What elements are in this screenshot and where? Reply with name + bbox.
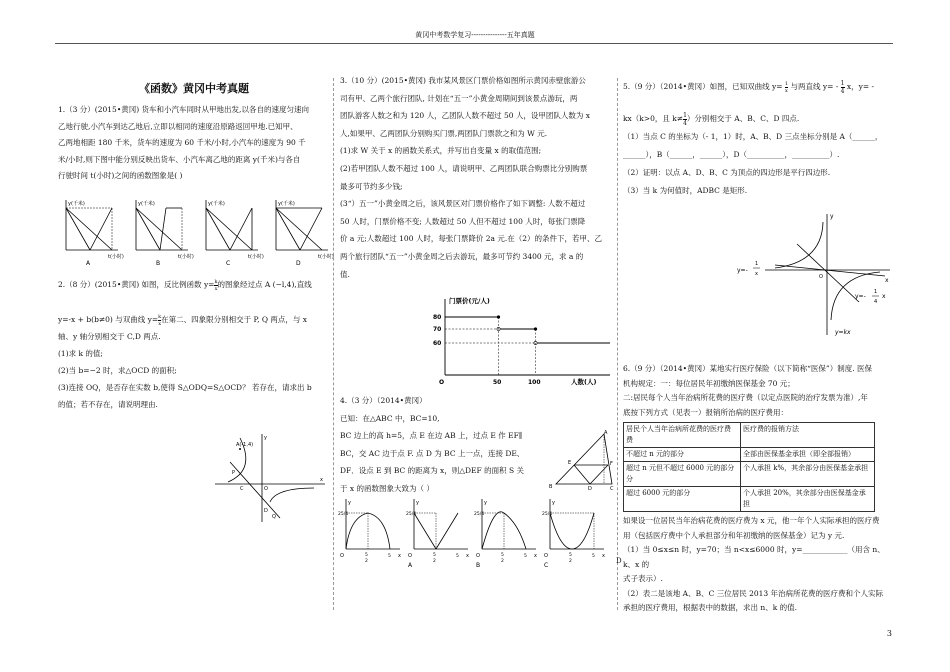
q5-x: x: [885, 277, 889, 284]
table-cell: 不超过 n 元的部分: [624, 448, 741, 462]
q1-line: 行驶时间 t(小时)之间的函数图象是( ): [58, 171, 183, 180]
label-p: P: [232, 470, 236, 476]
q5-text: ）分别相交于 A、B、C、D 四点.: [686, 114, 800, 123]
column-2: [340, 72, 612, 283]
price-chart: [425, 295, 615, 390]
fraction-num: k: [214, 278, 218, 285]
q4-line: DF．设点 E 到 BC 的距离为 x，则△DEF 的面积 S 关: [340, 466, 524, 475]
q4-origin: O: [408, 553, 412, 559]
q4-graphs: [338, 497, 614, 569]
q1-graph-b: [136, 200, 194, 267]
q2-text: 在第二、四象限分别相交于 P, Q 两点，与 x: [161, 315, 307, 324]
q6-line: 用（包括医疗费中个人承担部分和年初缴纳的医保基金）记为 y 元.: [623, 530, 845, 540]
q6-line: 机构规定：一：每位居民年初缴纳医保基金 70 元；: [623, 378, 795, 388]
tri-d: D: [588, 486, 592, 492]
q4-line: BC，交 AC 边于点 F. 点 D 为 BC 上一点，连接 DE、: [340, 448, 525, 458]
q4-xtick: 5: [524, 554, 527, 559]
column-divider: [333, 78, 334, 610]
q1-graph-c: [206, 200, 264, 267]
q1-graphs: [58, 198, 334, 267]
label-a: A(-1,4): [236, 442, 254, 448]
q5-text: x，y= -: [846, 82, 875, 91]
q3-line: 两个旅行团队“五一”小黄金周之后去游玩，最多可节约 3400 元，求 a 的: [340, 251, 584, 261]
graph-label-d: D: [296, 260, 301, 267]
q3-line: 最多可节约多少钱;: [340, 181, 403, 191]
q4-xtick: 5: [569, 553, 572, 558]
q3-line: 司有甲、乙两个旅行团队, 计划在“五一”小黄金周期间到该景点游玩，两: [340, 93, 578, 103]
table-row: [624, 487, 875, 512]
q6-line: 承担的医疗费用，根据表中的数据，求出 n、k 的值.: [623, 603, 798, 612]
fraction-den: x: [785, 87, 788, 94]
q2-block: [58, 276, 330, 413]
q4-xtick: 2: [569, 559, 572, 564]
triangle-figure: [548, 428, 616, 490]
price-origin: O: [439, 379, 445, 386]
price-xtick: 50: [493, 379, 502, 386]
label-d: D: [264, 508, 268, 514]
q4-y: y: [552, 500, 555, 506]
q4-line: BC 边上的高 h=5，点 E 在边 AB 上，过点 E 作 EF∥: [340, 431, 523, 440]
q6-line: 如果设一位居民当年治病花费的医疗费为 x 元，他一年个人实际承担的医疗费: [623, 516, 880, 525]
q2-line: (1)求 k 的值;: [58, 349, 103, 358]
q3-line: 50 人时，门票价格不变; 人数超过 50 人但不超过 100 人时，每张门票降: [340, 216, 586, 226]
q5-line-label: 4: [874, 299, 878, 305]
q6-block: [623, 362, 895, 616]
q6-line: 6.（9 分）（2014•黄冈）某地实行医疗保险（以下简称“医保”）制度. 医保: [623, 364, 873, 373]
q2-text: 的图象经过点 A (−l,4),直线: [217, 280, 312, 289]
axis-x-label: t(小时): [248, 254, 264, 260]
q1-graph-d: [276, 200, 334, 267]
fraction: [785, 81, 788, 94]
tri-e: E: [568, 460, 572, 466]
q3-line: 团队游客人数之和为 120 人，乙团队人数不超过 50 人，设甲团队人数为 x: [340, 111, 591, 121]
table-row: [624, 462, 875, 487]
q4-x: x: [466, 553, 469, 559]
page-header: 黄冈中考数学复习---------------五年真题: [415, 31, 535, 39]
q3-line: 3.（10 分）(2015•黄冈) 我市某风景区门票价格如图所示黄冈赤壁旅游公: [340, 76, 586, 85]
label-y: y: [264, 435, 267, 441]
label-x: x: [320, 477, 323, 483]
q4-line: 4.（3 分）（2014•黄冈）: [340, 396, 427, 405]
label-c: C: [240, 486, 244, 492]
q5-origin: O: [819, 274, 823, 280]
q3-line: 价 a 元;人数超过 100 人时，每张门票降价 2a 元.在（2）的条件下，若甲、乙: [340, 234, 603, 244]
price-ytick: 70: [433, 326, 442, 333]
fraction-num: 1: [784, 80, 789, 87]
table-cell: 全部由医保基金承担（即全部报销）: [741, 448, 875, 462]
q5-text: 5.（9 分）（2014•黄冈）如图，已知双曲线 y=: [623, 82, 783, 91]
fraction-den: x: [214, 285, 218, 292]
q4-xtick: 2: [365, 559, 368, 564]
q5-curve-label: 1: [755, 261, 759, 267]
q5-line-label: x: [882, 293, 886, 300]
q4-y: y: [416, 500, 419, 506]
table-cell-text: 超过 n 元但不超过 6000 元的部分: [626, 464, 735, 472]
price-xtick: 100: [528, 379, 541, 386]
q5-block: [623, 78, 895, 200]
tri-b: B: [549, 484, 553, 490]
q3-line: (3“）五一”小黄金周之后，该风景区对门票价格作了如下调整: 人数不超过: [340, 199, 586, 209]
q4-xtick: 2: [501, 559, 504, 564]
q4-y: y: [484, 500, 487, 506]
table-header: [624, 423, 741, 448]
fraction-num: 1: [840, 79, 845, 87]
q2-figure: [210, 432, 330, 524]
q4-origin: O: [476, 553, 480, 559]
fraction-num: 1: [683, 111, 687, 119]
fraction: [841, 80, 845, 95]
q6-line: 二:居民每个人当年治病所花费的医疗费（以定点医院的治疗发票为准）,年: [623, 393, 868, 402]
axis-y-label: y(千米): [138, 201, 155, 207]
section-title: 《函数》黄冈中考真题: [139, 82, 249, 95]
graph-label-c: C: [226, 260, 231, 267]
reimbursement-table: [623, 422, 875, 512]
axis-x-label: t(小时): [178, 254, 194, 260]
graph-label-b: B: [156, 260, 161, 267]
table-cell: 个人承担 20%，其余部分由医保基金承担: [741, 487, 875, 512]
q2-text: y=-x + b(b≠0) 与双曲线 y=: [58, 315, 159, 324]
q4-ytick: 25/4: [338, 512, 349, 517]
q4-line: 已知：在△ABC 中，BC=10,: [340, 413, 440, 423]
q4-xtick: 5: [365, 553, 368, 558]
tri-f: F: [610, 461, 613, 467]
q5-line: （3）当 k 为何值时，ADBC 是矩形.: [623, 186, 748, 195]
label-o: O: [264, 486, 268, 492]
q4-graph-b: [406, 499, 480, 569]
tri-a: A: [604, 430, 608, 436]
q4-graph-d: [542, 499, 605, 564]
q2-line: (3)连接 OQ，是否存在实数 b,使得 S△ODQ=S△OCD？ 若存在，请求出 b: [58, 383, 312, 392]
q5-text: kx（k>0，且 k≠: [623, 114, 684, 123]
q5-line: （2）证明：以点 A、D、B、C 为顶点的四边形是平行四边形.: [623, 168, 831, 177]
q4-xtick: 5: [433, 553, 436, 558]
price-ytick: 60: [433, 340, 442, 347]
q6-line: 式子表示）.: [623, 574, 663, 583]
q3-line: (1)求 W 关于 x 的函数关系式，并写出自变量 x 的取值范围;: [340, 146, 542, 156]
fraction-den: x: [158, 320, 162, 327]
q4-xtick: 5: [456, 554, 459, 559]
q1-line: 1.（3 分）(2015•黄冈) 货车和小汽车同时从甲地出发,以各自的速度匀速向: [58, 105, 309, 114]
table-cell: 个人承担 k%，其余部分由医保基金承担: [741, 462, 875, 487]
price-ytick: 80: [433, 314, 442, 321]
stray-label: D: [616, 557, 622, 565]
fraction-num: k: [158, 313, 162, 320]
tri-c: C: [610, 486, 614, 492]
q4-xtick: 2: [433, 559, 436, 564]
q5-line: [623, 110, 895, 128]
q4-graph-c: [474, 499, 548, 569]
column-1: [58, 80, 330, 185]
q1-line: 乙两地相距 180 千米，货车的速度为 60 千米/小时,小汽车的速度为 90 千: [58, 138, 306, 147]
fraction-den: 4: [840, 87, 845, 95]
q4-x: x: [534, 553, 537, 559]
q1-line: 乙地行驶,小汽车到达乙地后,立即以相同的速度沿原路返回甲地.已知甲、: [58, 121, 298, 131]
axis-y-label: y(千米): [278, 201, 295, 207]
q4-xtick: 5: [501, 553, 504, 558]
q5-text: 与两直线 y= -: [790, 82, 839, 91]
q4-line: 于 x 的函数图象大致为（ ）: [340, 483, 434, 493]
q6-line: （1）当 0≤x≤n 时，y=70；当 n<x≤6000 时，y=____________（用含 n、k、x 的: [623, 545, 885, 569]
table-cell: 超过 6000 元的部分: [624, 487, 741, 512]
q6-line: 底按下列方式（见表一）报销所治病的医疗费用：: [623, 407, 788, 417]
q1-graph-a: [66, 200, 124, 267]
q1-line: 米/小时,则下图中能分别反映出货车、小汽车离乙地的距离 y(千米)与各自: [58, 154, 301, 164]
q4-xtick: 5: [388, 554, 391, 559]
table-header: 医疗费的报销方法: [741, 423, 875, 448]
q4-ytick: 25/4: [474, 512, 485, 517]
axis-x-label: t(小时): [318, 254, 334, 260]
q5-line-label: 1: [874, 289, 878, 295]
axis-x-label: t(小时): [108, 254, 124, 260]
q3-line: (2)若甲团队人数不超过 100 人，请说明甲、乙两团队联合购票比分别购票: [340, 163, 588, 173]
q2-line: [58, 276, 330, 293]
header-rule: [55, 43, 893, 44]
q2-line: (2)当 b=−2 时，求△OCD 的面积;: [58, 366, 177, 375]
q5-curve-label: y=-: [737, 267, 748, 274]
q4-graph-a: [338, 499, 413, 569]
q5-line: （1）当点 C 的坐标为（- 1，1）时，A、B、D 三点坐标分别是 A（______，: [623, 132, 883, 141]
column-divider: [617, 78, 618, 610]
q4-x: x: [398, 553, 401, 559]
table-row: [624, 448, 875, 462]
table-cell: [624, 462, 741, 487]
q4-xtick: 5: [592, 554, 595, 559]
choice-a: A: [408, 562, 413, 569]
graph-label-a: A: [86, 260, 91, 267]
q5-figure: [735, 210, 895, 338]
q5-line: ______），B（______，______），D（__________，__________）.: [623, 150, 840, 159]
q4-origin: O: [544, 553, 548, 559]
page-number: 3: [886, 629, 892, 638]
q2-line: 轴、y 轴分别相交于 C,D 两点.: [58, 332, 161, 341]
price-ylabel: 门票价(元/人): [449, 297, 490, 305]
table-row: [624, 423, 875, 448]
q5-curve-label: x: [755, 271, 758, 277]
q3-line: 值.: [340, 269, 350, 279]
q4-y: y: [348, 500, 351, 506]
q2-text: 2.（8 分）(2015•黄冈) 如图，反比例函数 y=: [58, 280, 215, 289]
q5-line-label: y=kx: [835, 329, 851, 336]
q4-ytick: 25/4: [406, 512, 417, 517]
q4-x: x: [602, 553, 605, 559]
table-header-text: 居民个人当年治病所花费的医疗费: [626, 425, 731, 433]
price-xlabel: 人数(人): [571, 378, 597, 386]
table-cell-text: 分: [626, 475, 633, 483]
q4-origin: O: [340, 553, 344, 559]
q3-line: 人,如果甲、乙两团队分别购买门票,两团队门票款之和为 W 元.: [340, 128, 548, 138]
q2-line: [58, 311, 330, 328]
q5-line: [623, 78, 895, 96]
axis-y-label: y(千米): [68, 201, 85, 207]
label-q: Q: [272, 514, 276, 520]
fraction-den: 4: [683, 119, 687, 127]
q5-y: y: [830, 213, 834, 220]
q2-line: 的值；若不存在，请说明理由.: [58, 400, 158, 409]
q5-line-label: y=-: [855, 293, 866, 300]
axis-y-label: y(千米): [208, 201, 225, 207]
choice-c: C: [544, 562, 549, 569]
choice-b: B: [476, 562, 481, 569]
q6-line: （2）表二是该地 A、B、C 三位居民 2013 年治病所花费的医疗费和个人实际: [623, 588, 884, 598]
table-header-text: 费: [626, 436, 633, 444]
q4-ytick: 25/4: [542, 512, 553, 517]
